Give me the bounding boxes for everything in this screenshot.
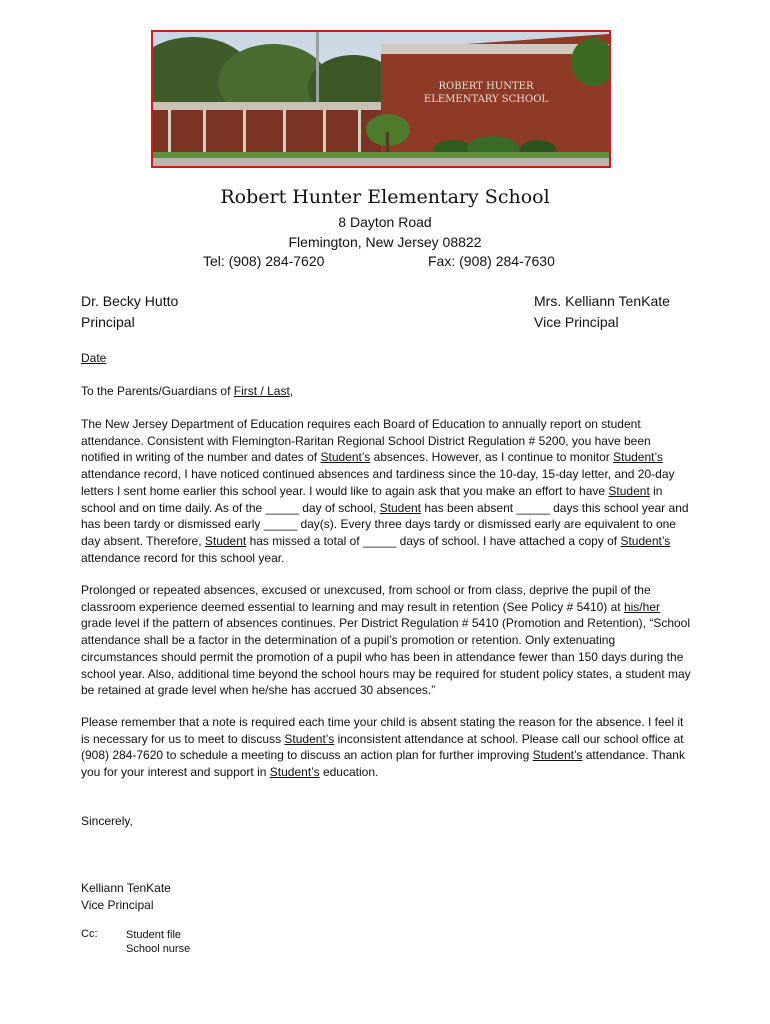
signer-title: Vice Principal (81, 898, 154, 912)
vice-principal-name: Mrs. Kelliann TenKate (534, 293, 670, 309)
cc-label: Cc: (81, 928, 98, 940)
signer-name: Kelliann TenKate (81, 881, 171, 895)
cc-list (126, 928, 190, 956)
greeting: To the Parents/Guardians of First / Last, (81, 384, 294, 398)
school-name: Robert Hunter Elementary School (220, 186, 550, 208)
paragraph-2: Prolonged or repeated absences, excused or unexcused, from school or from class, deprive the pupil of the classroom experience deemed essential to learning and may result in retention (See Policy # 5410) at his/her grade level if the pattern of absences continues. Per District Regulation # 5410 (Promotion and Retention), “School attendance shall be a factor in the determination of a pupil’s promotion or retention. Only extenuating circumstances should permit the promotion of a pupil who has been in attendance fewer than 150 days during the school year. Also, additional time beyond the school hours may be required for student policy states, a student may be retained at grade level when he/she has accrued 30 absences.” (81, 583, 691, 698)
recipient-name-placeholder: First / Last (233, 384, 290, 398)
closing: Sincerely, (81, 814, 133, 828)
principal-title: Principal (81, 314, 135, 330)
vice-principal-title: Vice Principal (534, 314, 619, 330)
cc-item: School nurse (126, 943, 191, 955)
paragraph-3: Please remember that a note is required each time your child is absent stating the reason for the absence. I feel it is necessary for us to meet to discuss Student’s inconsistent attendance at school. Please call our school office at (908) 284-7620 to schedule a meeting to discuss an action plan for further improving Student’s attendance. Thank you for your interest and support in Student’s education. (81, 715, 685, 780)
telephone: Tel: (908) 284-7620 (203, 253, 325, 269)
building-sign-line-2: ELEMENTARY SCHOOL (423, 94, 549, 105)
paragraph-1: The New Jersey Department of Education requires each Board of Education to annually report on student attendance. Consistent with Flemington-Raritan Regional School District Regulation # 5200, you have been notified in writing of the number and dates of Student’s absences. However, as I continue to monitor Student’s attendance record, I have noticed continued absences and tardiness since the 10-day, 15-day letter, and 20-day letters I sent home earlier this school year. I would like to again ask that you make an effort to have Student in school and on time daily. As of the _____ day of school, Student has been absent _____ days this school year and has been tardy or dismissed early _____ day(s). Every three days tardy or dismissed early are equivalent to one day absent. Therefore, Student has missed a total of _____ days of school. I have attached a copy of Student’s attendance record for this school year. (81, 417, 689, 565)
school-building-photo (151, 30, 611, 168)
fax: Fax: (908) 284-7630 (428, 253, 555, 269)
address-line-1: 8 Dayton Road (338, 214, 432, 230)
letter-date: Date (81, 351, 107, 365)
building-sign-line-1: ROBERT HUNTER (438, 81, 534, 92)
address-line-2: Flemington, New Jersey 08822 (288, 234, 482, 250)
cc-item: Student file (126, 929, 182, 941)
principal-name: Dr. Becky Hutto (81, 293, 179, 309)
